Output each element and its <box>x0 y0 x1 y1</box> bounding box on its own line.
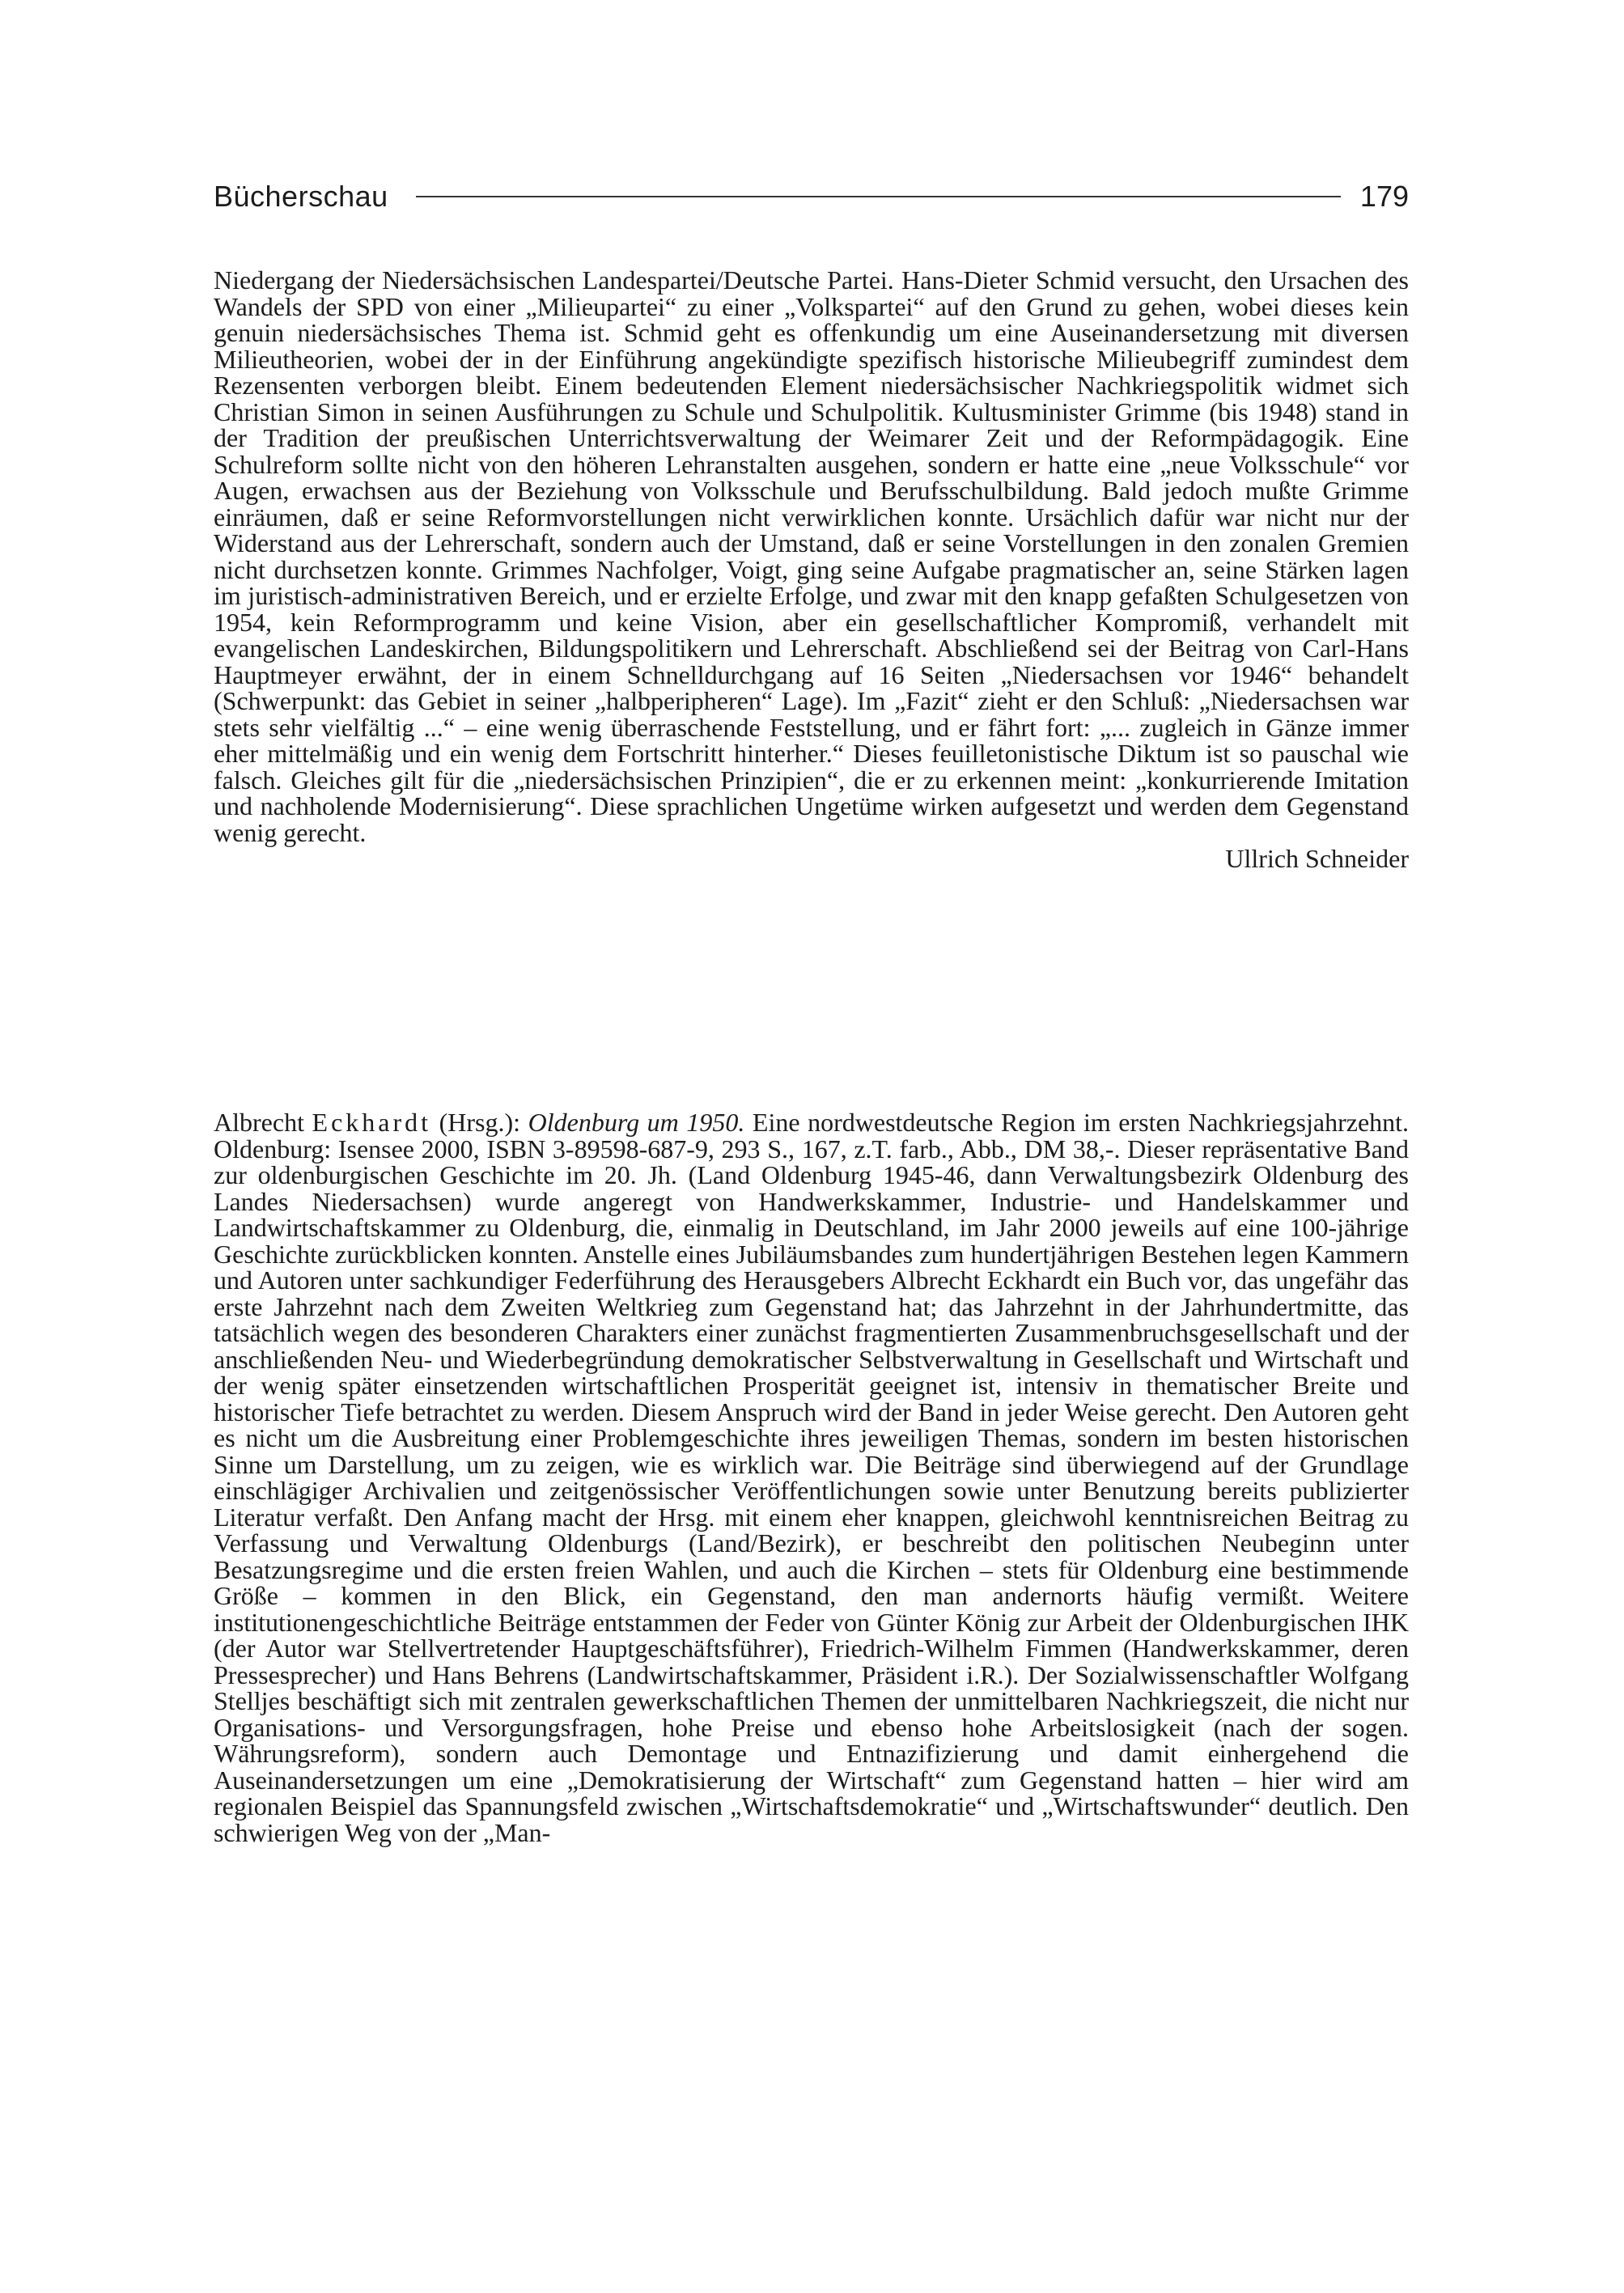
header-rule <box>416 196 1341 197</box>
reviewer-signature: Ullrich Schneider <box>1225 844 1409 873</box>
review-paragraph: Niedergang der Niedersächsischen Landespartei/Deutsche Partei. Hans-Dieter Schmid versucht, den Ursachen des Wandels der SPD von einer „Milieupartei“ zu einer „Volkspartei“ auf den Grund zu gehen, wobei dieses kein genuin niedersächsisches Thema ist. Schmid geht es offenkundig um eine Auseinandersetzung mit diversen Milieutheorien, wobei der in der Einführung angekündigte spezifisch historische Milieubegriff zumindest dem Rezensenten verborgen bleibt. Einem bedeutenden Element niedersächsischer Nachkriegspolitik widmet sich Christian Simon in seinen Ausführungen zu Schule und Schulpolitik. Kultusminister Grimme (bis 1948) stand in der Tradition der preußischen Unterrichtsverwaltung der Weimarer Zeit und der Reformpädagogik. Eine Schulreform sollte nicht von den höheren Lehranstalten ausgehen, sondern er hatte eine „neue Volksschule“ vor Augen, erwachsen aus der Beziehung von Volksschule und Berufsschulbildung. Bald jedoch mußte Grimme einräumen, daß er seine Reformvorstellungen nicht verwirklichen konnte. Ursächlich dafür war nicht nur der Widerstand aus der Lehrerschaft, sondern auch der Umstand, daß er seine Vorstellungen in den zonalen Gremien nicht durchsetzen konnte. Grimmes Nachfolger, Voigt, ging seine Aufgabe pragmatischer an, seine Stärken lagen im juristisch-administrativen Bereich, und er erzielte Erfolge, und zwar mit den knapp gefaßten Schulgesetzen von 1954, kein Reformprogramm und keine Vision, aber ein gesellschaftlicher Kompromiß, verhandelt mit evangelischen Landeskirchen, Bildungspolitikern und Lehrerschaft. Abschließend sei der Beitrag von Carl-Hans Hauptmeyer erwähnt, der in einem Schnelldurchgang auf 16 Seiten „Niedersachsen vor 1946“ behandelt (Schwerpunkt: das Gebiet in seiner „halbperipheren“ Lage). Im „Fazit“ zieht er den Schluß: „Niedersachsen war stets sehr vielfältig ...“ – eine wenig überraschende Feststellung, und er fährt fort: „... zugleich in Gänze immer eher mittelmäßig und ein wenig dem Fortschritt hinterher.“ Dieses feuilletonistische Diktum ist so pauschal wie falsch. Gleiches gilt für die „niedersächsischen Prinzipien“, die er zu erkennen meint: „konkurrierende Imitation und nachholende Modernisierung“. Diese sprachlichen Ungetüme wirken aufgesetzt und werden dem Gegenstand wenig gerecht. <box>214 265 1409 847</box>
page-header <box>214 176 1409 217</box>
editor-first-name: Albrecht <box>214 1108 304 1137</box>
running-head: Bücherschau <box>214 180 388 213</box>
review-paragraph <box>214 1109 1409 1846</box>
book-title: Oldenburg um 1950. <box>528 1108 745 1137</box>
review-entry <box>214 1109 1409 1846</box>
editor-role: (Hrsg.): <box>439 1108 521 1137</box>
page-number: 179 <box>1359 180 1409 213</box>
editor-last-name: Eckhardt <box>312 1108 432 1137</box>
review-continued <box>214 267 1409 872</box>
review-text: Eine nordwestdeutsche Region im ersten Nachkriegsjahrzehnt. Oldenburg: Isensee 2000, ISBN 3-89598-687-9, 293 S., 167, z.T. farb., Abb., DM 38,-. Dieser repräsentative Band zur oldenburgischen Geschichte im 20. Jh. (Land Oldenburg 1945-46, dann Verwaltungsbezirk Oldenburg des Landes Niedersachsen) wurde angeregt von Handwerkskammer, Industrie- und Handelskammer und Landwirtschaftskammer zu Oldenburg, die, einmalig in Deutschland, im Jahr 2000 jeweils auf eine 100-jährige Geschichte zurückblicken konnten. Anstelle eines Jubiläumsbandes zum hundertjährigen Bestehen legen Kammern und Autoren unter sachkundiger Federführung des Herausgebers Albrecht Eckhardt ein Buch vor, das ungefähr das erste Jahrzehnt nach dem Zweiten Weltkrieg zum Gegenstand hat; das Jahrzehnt in der Jahrhundertmitte, das tatsächlich wegen des besonderen Charakters einer zunächst fragmentierten Zusammenbruchsgesellschaft und der anschließenden Neu- und Wiederbegründung demokratischer Selbstverwaltung in Gesellschaft und Wirtschaft und der wenig später einsetzenden wirtschaftlichen Prosperität geeignet ist, intensiv in thematischer Breite und historischer Tiefe betrachtet zu werden. Diesem Anspruch wird der Band in jeder Weise gerecht. Den Autoren geht es nicht um die Ausbreitung einer Problemgeschichte ihres jeweiligen Themas, sondern im besten historischen Sinne um Darstellung, um zu zeigen, wie es wirklich war. Die Beiträge sind überwiegend auf der Grundlage einschlägiger Archivalien und zeitgenössischer Veröffentlichungen sowie unter Benutzung bereits publizierter Literatur verfaßt. Den Anfang macht der Hrsg. mit einem eher knappen, gleichwohl kenntnisreichen Beitrag zu Verfassung und Verwaltung Oldenburgs (Land/Bezirk), er beschreibt den politischen Neubeginn unter Besatzungsregime und die ersten freien Wahlen, und auch die Kirchen – stets für Oldenburg eine bestimmende Größe – kommen in den Blick, ein Gegenstand, den man andernorts häufig vermißt. Weitere institutionengeschichtliche Beiträge entstammen der Feder von Günter König zur Arbeit der Oldenburgischen IHK (der Autor war Stellvertretender Hauptgeschäftsführer), Friedrich-Wilhelm Fimmen (Handwerkskammer, deren Pressesprecher) und Hans Behrens (Landwirtschaftskammer, Präsident i.R.). Der Sozialwissenschaftler Wolfgang Stelljes beschäftigt sich mit zentralen gewerkschaftlichen Themen der unmittelbaren Nachkriegszeit, die nicht nur Organisations- und Versorgungsfragen, hohe Preise und ebenso hohe Arbeitslosigkeit (nach der sogen. Währungsreform), sondern auch Demontage und Entnazifizierung und damit einhergehend die Auseinandersetzungen um eine „Demokratisierung der Wirtschaft“ zum Gegenstand hatten – hier wird am regionalen Beispiel das Spannungsfeld zwischen „Wirtschaftsdemokratie“ und „Wirtschaftswunder“ deutlich. Den schwierigen Weg von der „Man- <box>214 1108 1410 1847</box>
